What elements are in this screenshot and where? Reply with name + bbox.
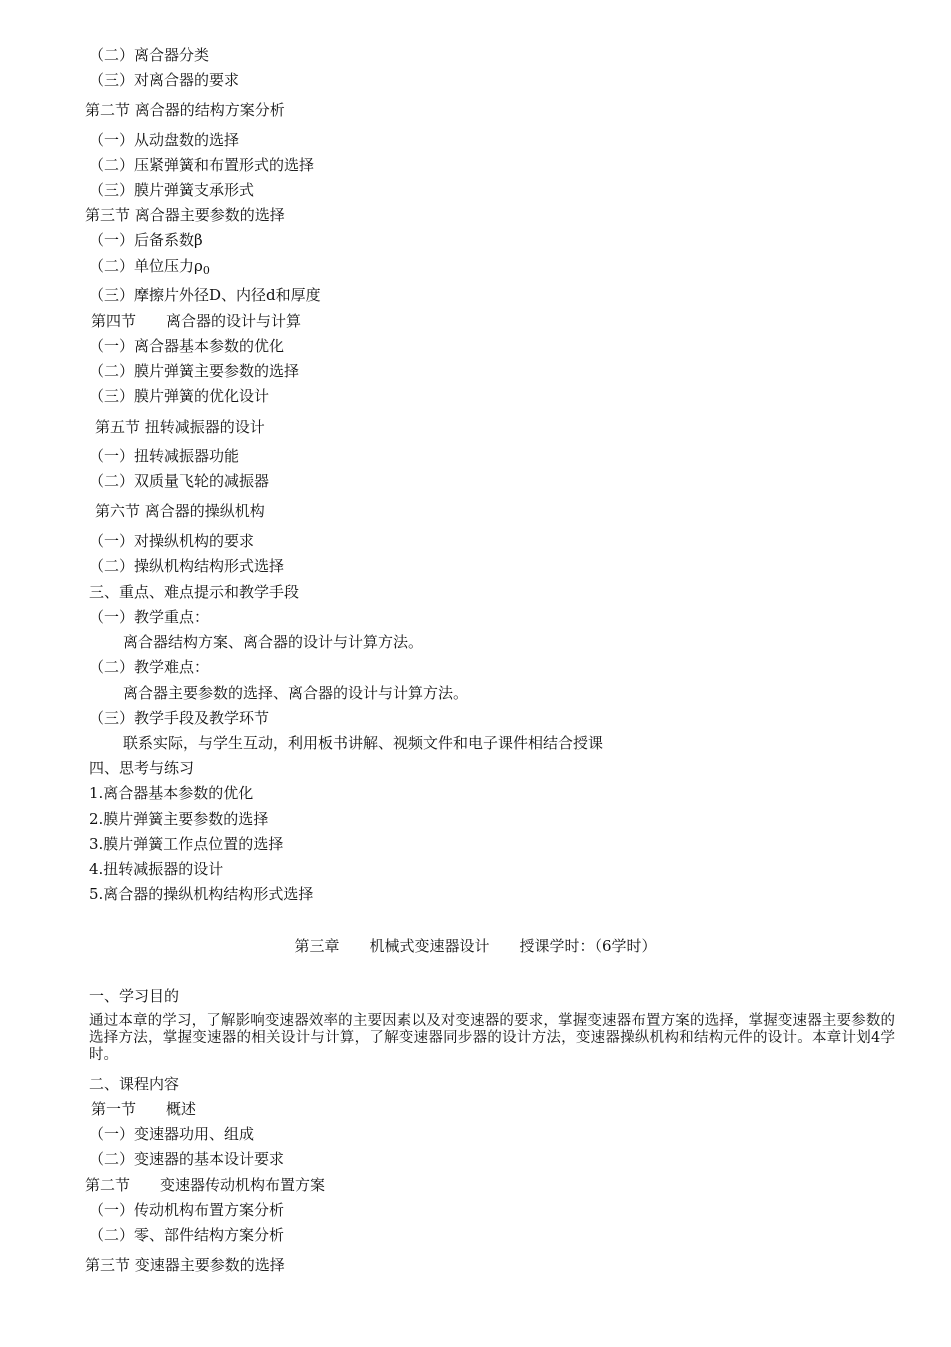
exercise-title: 四、思考与练习 — [89, 759, 195, 777]
ch2-sec3-item-2-text: （二）单位压力ρ — [89, 257, 203, 275]
teaching-difficulty-text: 离合器主要参数的选择、离合器的设计与计算方法。 — [123, 684, 469, 702]
ch2-sec6-item-2: （二）操纵机构结构形式选择 — [89, 557, 285, 575]
exercise-item-4: 4.扭转减振器的设计 — [89, 860, 224, 878]
ch3-sec1-title: 第一节 概述 — [91, 1100, 197, 1118]
chapter-3-heading: 第三章 机械式变速器设计 授课学时：（6学时） — [294, 937, 657, 955]
ch2-sec3-item-3: （三）摩擦片外径D、内径d和厚度 — [89, 286, 321, 304]
ch2-sec2-item-2: （二）压紧弹簧和布置形式的选择 — [89, 156, 315, 174]
ch3-sec2-item-1: （一）传动机构布置方案分析 — [89, 1201, 285, 1219]
ch2-sec4-title: 第四节 离合器的设计与计算 — [91, 312, 302, 330]
ch2-sec2-item-3: （三）膜片弹簧支承形式 — [89, 181, 255, 199]
exercise-item-3: 3.膜片弹簧工作点位置的选择 — [89, 835, 284, 853]
ch2-sec3-item-1: （一）后备系数β — [89, 231, 203, 249]
teaching-method-label: （三）教学手段及教学环节 — [89, 709, 270, 727]
ch2-sec3-item-2-subscript: 0 — [202, 264, 210, 277]
ch2-sec6-title: 第六节 离合器的操纵机构 — [95, 502, 265, 520]
ch3-sec2-item-2: （二）零、部件结构方案分析 — [89, 1226, 285, 1244]
teaching-focus-label: （一）教学重点： — [89, 608, 210, 626]
ch2-sec2-item-1: （一）从动盘数的选择 — [89, 131, 240, 149]
ch3-sec1-item-1: （一）变速器功用、组成 — [89, 1125, 255, 1143]
ch2-sec4-item-2: （二）膜片弹簧主要参数的选择 — [89, 362, 300, 380]
ch2-sec3-title: 第三节 离合器主要参数的选择 — [85, 206, 285, 224]
ch3-content-title: 二、课程内容 — [89, 1075, 180, 1093]
ch3-goal-text: 通过本章的学习，了解影响变速器效率的主要因素以及对变速器的要求，掌握变速器布置方案的选择，掌握变速器主要参数的选择方法，掌握变速器的相关设计与计算，了解变速器同步器的设计方法，变速器操纵机构和结构元件的设计。本章计划4学时。 — [89, 1013, 895, 1063]
exercise-item-5: 5.离合器的操纵机构结构形式选择 — [89, 885, 314, 903]
ch2-sec5-item-1: （一）扭转减振器功能 — [89, 447, 240, 465]
ch2-sec1-item-2: （二）离合器分类 — [89, 46, 210, 64]
ch3-sec2-title: 第二节 变速器传动机构布置方案 — [85, 1176, 326, 1194]
key-points-title: 三、重点、难点提示和教学手段 — [89, 583, 300, 601]
ch3-sec1-item-2: （二）变速器的基本设计要求 — [89, 1150, 285, 1168]
ch2-sec6-item-1: （一）对操纵机构的要求 — [89, 532, 255, 550]
ch2-sec5-title: 第五节 扭转减振器的设计 — [95, 418, 265, 436]
teaching-difficulty-label: （二）教学难点： — [89, 658, 210, 676]
ch3-sec3-title: 第三节 变速器主要参数的选择 — [85, 1256, 285, 1274]
ch3-goal-title: 一、学习目的 — [89, 987, 180, 1005]
ch2-sec4-item-1: （一）离合器基本参数的优化 — [89, 337, 285, 355]
exercise-item-2: 2.膜片弹簧主要参数的选择 — [89, 810, 269, 828]
ch2-sec3-item-2 — [89, 257, 210, 280]
ch2-sec4-item-3: （三）膜片弹簧的优化设计 — [89, 387, 270, 405]
teaching-method-text: 联系实际，与学生互动，利用板书讲解、视频文件和电子课件相结合授课 — [123, 734, 604, 752]
ch2-sec2-title: 第二节 离合器的结构方案分析 — [85, 101, 285, 119]
exercise-item-1: 1.离合器基本参数的优化 — [89, 784, 254, 802]
teaching-focus-text: 离合器结构方案、离合器的设计与计算方法。 — [123, 633, 424, 651]
ch2-sec1-item-3: （三）对离合器的要求 — [89, 71, 240, 89]
ch2-sec5-item-2: （二）双质量飞轮的减振器 — [89, 472, 270, 490]
